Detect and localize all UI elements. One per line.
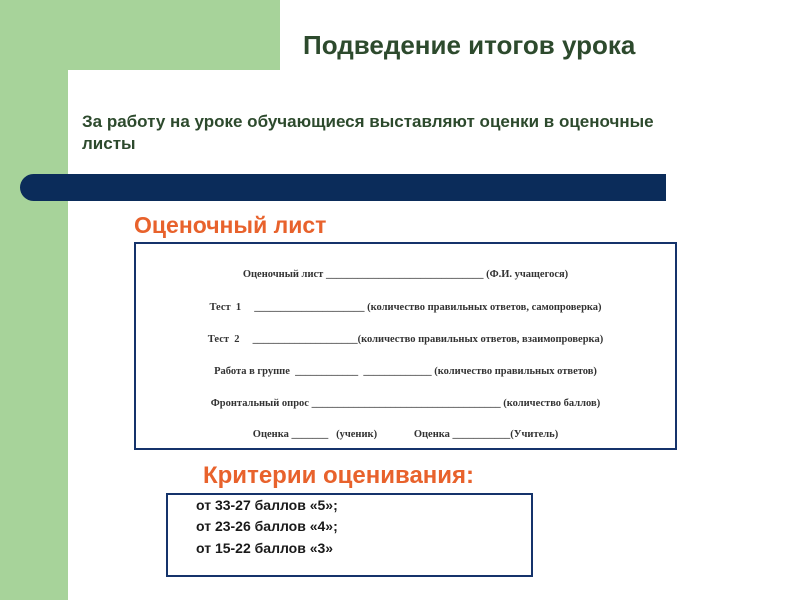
sheet-line-grades: Оценка _______ (ученик) Оценка ___________(Учитель) bbox=[252, 429, 559, 440]
sheet-line-test1: Тест 1 _____________________ (количество правильных ответов, самопроверка) bbox=[209, 302, 602, 313]
criteria-item: от 23-26 баллов «4»; bbox=[196, 518, 338, 534]
navy-divider-bar bbox=[20, 174, 666, 201]
sheet-line-frontal-survey: Фронтальный опрос ____________________________________ (количество баллов) bbox=[210, 398, 601, 409]
slide-title: Подведение итогов урока bbox=[303, 30, 636, 60]
green-side-panel bbox=[0, 0, 68, 600]
sheet-line-name: Оценочный лист ______________________________ (Ф.И. учащегося) bbox=[242, 269, 569, 280]
slide-subtitle: За работу на уроке обучающиеся выставляют оценки в оценочные листы bbox=[82, 112, 654, 153]
sheet-heading: Оценочный лист bbox=[134, 212, 327, 238]
sheet-line-test2: Тест 2 ____________________(количество правильных ответов, взаимопроверка) bbox=[207, 334, 604, 345]
criteria-box bbox=[166, 493, 533, 577]
sheet-line-group-work: Работа в группе ____________ _____________ (количество правильных ответов) bbox=[214, 366, 597, 377]
evaluation-sheet-box bbox=[134, 242, 677, 450]
criteria-heading: Критерии оценивания: bbox=[203, 462, 475, 489]
criteria-item: от 33-27 баллов «5»; bbox=[196, 497, 338, 513]
criteria-item: от 15-22 баллов «3» bbox=[196, 540, 334, 556]
